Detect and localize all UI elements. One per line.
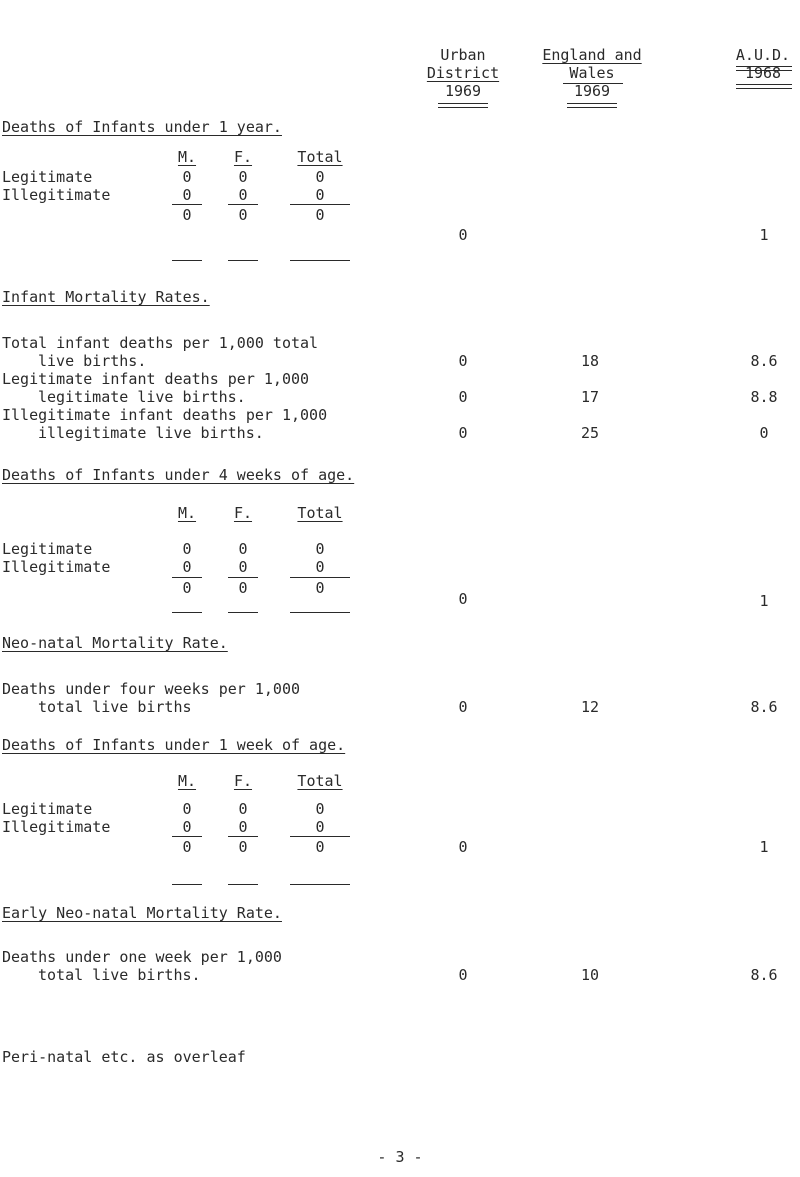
col-england-underline — [567, 103, 617, 108]
sec2-sum-rule-f — [228, 577, 258, 578]
imr-r2-line1: Legitimate infant deaths per 1,000 — [2, 370, 310, 388]
sec1-hdr-m: M. — [177, 148, 197, 166]
sec2-aud: 1 — [759, 592, 769, 610]
sec1-row2-m: 0 — [182, 186, 192, 204]
sec2-row2-label: Illegitimate — [2, 558, 111, 576]
sec3-row2-m: 0 — [182, 818, 192, 836]
col-aud-year: 1968 — [744, 64, 782, 82]
sec1-sum-rule-total — [290, 204, 350, 205]
sec2-hdr-f: F. — [233, 504, 253, 522]
ennm-aud: 8.6 — [750, 966, 778, 984]
sec2-total-m: 0 — [182, 579, 192, 597]
sec3-urban: 0 — [458, 838, 468, 856]
sec3-row1-m: 0 — [182, 800, 192, 818]
nnm-urban: 0 — [458, 698, 468, 716]
sec3-row1-label: Legitimate — [2, 800, 93, 818]
nnm-england: 12 — [580, 698, 600, 716]
sec2-end-rule-total — [290, 612, 350, 613]
sec3-end-rule-total — [290, 884, 350, 885]
col-aud-overline — [736, 66, 792, 71]
sec1-row2-f: 0 — [238, 186, 248, 204]
sec3-hdr-f: F. — [233, 772, 253, 790]
sec1-row1-total: 0 — [315, 168, 325, 186]
imr-r3-line1: Illegitimate infant deaths per 1,000 — [2, 406, 328, 424]
nnm-line2: total live births — [38, 698, 192, 716]
imr-r2-line2: legitimate live births. — [38, 388, 246, 406]
col-england-line2: Wales — [569, 64, 615, 82]
sec1-row2-total: 0 — [315, 186, 325, 204]
sec3-sum-rule-f — [228, 836, 258, 837]
col-aud-line1: A.U.D. — [735, 46, 791, 64]
sec3-sum-rule-total — [290, 836, 350, 837]
sec1-row1-f: 0 — [238, 168, 248, 186]
sec2-row2-f: 0 — [238, 558, 248, 576]
sec1-end-rule-f — [228, 260, 258, 261]
sec3-total-m: 0 — [182, 838, 192, 856]
sec2-total-f: 0 — [238, 579, 248, 597]
imr-r1-aud: 8.6 — [750, 352, 778, 370]
sec1-hdr-total: Total — [297, 148, 343, 166]
sec1-end-rule-total — [290, 260, 350, 261]
sec2-row1-f: 0 — [238, 540, 248, 558]
sec2-hdr-m: M. — [177, 504, 197, 522]
col-urban-line2: District — [426, 64, 500, 82]
sec3-row2-label: Illegitimate — [2, 818, 111, 836]
sec3-hdr-m: M. — [177, 772, 197, 790]
page-number: - 3 - — [377, 1148, 423, 1166]
nnm-line1: Deaths under four weeks per 1,000 — [2, 680, 301, 698]
imr-r3-line2: illegitimate live births. — [38, 424, 264, 442]
sec1-urban: 0 — [458, 226, 468, 244]
col-england-year: 1969 — [573, 82, 611, 100]
imr-r1-urban: 0 — [458, 352, 468, 370]
sec3-row1-f: 0 — [238, 800, 248, 818]
imr-r3-urban: 0 — [458, 424, 468, 442]
imr-r3-aud: 0 — [759, 424, 769, 442]
imr-r1-england: 18 — [580, 352, 600, 370]
sec1-sum-rule-f — [228, 204, 258, 205]
sec1-total-total: 0 — [315, 206, 325, 224]
sec2-row1-label: Legitimate — [2, 540, 93, 558]
sec3-aud: 1 — [759, 838, 769, 856]
sec1-sum-rule-m — [172, 204, 202, 205]
sec3-hdr-total: Total — [297, 772, 343, 790]
imr-heading: Infant Mortality Rates. — [2, 288, 210, 306]
footer-note: Peri-natal etc. as overleaf — [2, 1048, 246, 1066]
sec2-row1-m: 0 — [182, 540, 192, 558]
sec2-row2-m: 0 — [182, 558, 192, 576]
ennm-line1: Deaths under one week per 1,000 — [2, 948, 282, 966]
sec2-total-total: 0 — [315, 579, 325, 597]
sec2-end-rule-m — [172, 612, 202, 613]
ennm-urban: 0 — [458, 966, 468, 984]
col-urban-year: 1969 — [444, 82, 482, 100]
sec3-end-rule-m — [172, 884, 202, 885]
ennm-line2: total live births. — [38, 966, 201, 984]
sec2-urban: 0 — [458, 590, 468, 608]
sec2-end-rule-f — [228, 612, 258, 613]
imr-r2-urban: 0 — [458, 388, 468, 406]
sec3-end-rule-f — [228, 884, 258, 885]
sec1-total-f: 0 — [238, 206, 248, 224]
sec1-heading: Deaths of Infants under 1 year. — [2, 118, 282, 136]
imr-r2-england: 17 — [580, 388, 600, 406]
imr-r2-aud: 8.8 — [750, 388, 778, 406]
sec3-total-total: 0 — [315, 838, 325, 856]
sec3-row1-total: 0 — [315, 800, 325, 818]
sec1-row2-label: Illegitimate — [2, 186, 111, 204]
sec2-sum-rule-total — [290, 577, 350, 578]
imr-r1-line1: Total infant deaths per 1,000 total — [2, 334, 319, 352]
sec2-hdr-total: Total — [297, 504, 343, 522]
sec2-heading: Deaths of Infants under 4 weeks of age. — [2, 466, 355, 484]
col-aud-underline — [736, 84, 792, 89]
sec2-row1-total: 0 — [315, 540, 325, 558]
ennm-heading: Early Neo-natal Mortality Rate. — [2, 904, 282, 922]
imr-r3-england: 25 — [580, 424, 600, 442]
sec2-row2-total: 0 — [315, 558, 325, 576]
col-england-line1: England and — [542, 46, 642, 64]
ennm-england: 10 — [580, 966, 600, 984]
imr-r1-line2: live births. — [38, 352, 147, 370]
sec1-total-m: 0 — [182, 206, 192, 224]
sec3-row2-f: 0 — [238, 818, 248, 836]
nnm-heading: Neo-natal Mortality Rate. — [2, 634, 228, 652]
sec1-row1-m: 0 — [182, 168, 192, 186]
sec3-sum-rule-m — [172, 836, 202, 837]
sec3-row2-total: 0 — [315, 818, 325, 836]
sec1-end-rule-m — [172, 260, 202, 261]
col-urban-line1: Urban — [440, 46, 486, 64]
col-urban-underline — [438, 103, 488, 108]
sec2-sum-rule-m — [172, 577, 202, 578]
sec1-row1-label: Legitimate — [2, 168, 93, 186]
sec3-total-f: 0 — [238, 838, 248, 856]
sec1-hdr-f: F. — [233, 148, 253, 166]
sec1-aud: 1 — [759, 226, 769, 244]
nnm-aud: 8.6 — [750, 698, 778, 716]
sec3-heading: Deaths of Infants under 1 week of age. — [2, 736, 346, 754]
